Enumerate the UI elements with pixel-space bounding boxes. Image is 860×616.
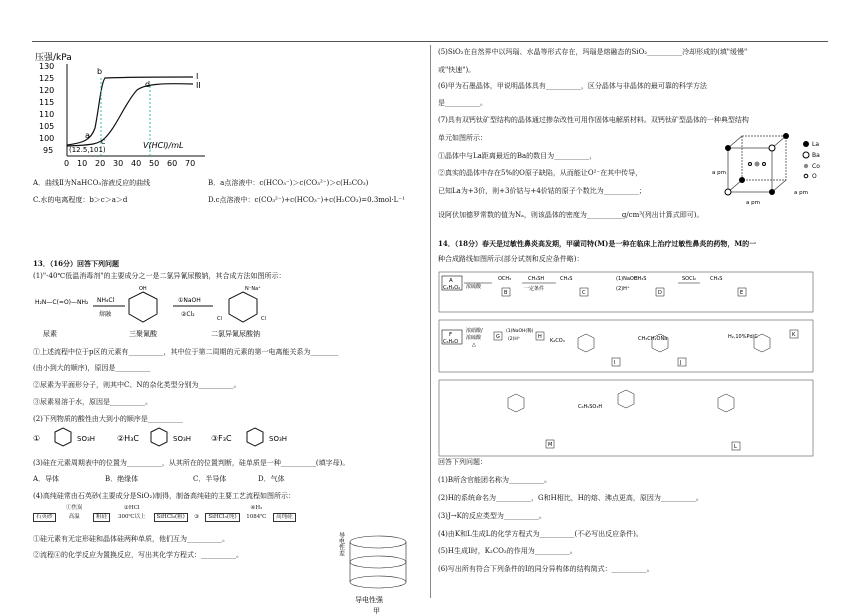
- box-M: M: [548, 442, 553, 448]
- y-tick: 120: [39, 86, 55, 95]
- x-tick: 60: [167, 159, 178, 168]
- legend-La: La: [812, 141, 820, 148]
- q14-a2: (2)H的系统命名为__________，G和H相比，H的熔、沸点更高，原因为__________。: [438, 494, 703, 502]
- x-tick: 0: [64, 159, 70, 168]
- y-tick: 95: [43, 146, 54, 155]
- x-tick: 50: [149, 159, 160, 168]
- svg-text:H₂N—C(=O)—NH₂: H₂N—C(=O)—NH₂: [35, 299, 89, 306]
- svg-text:SO₃H: SO₃H: [77, 435, 96, 443]
- svg-text:SO₃H: SO₃H: [269, 435, 288, 443]
- point-a: a: [85, 131, 90, 140]
- svg-text:①: ①: [33, 434, 41, 443]
- q13-line1: ①上述流程中位于p区的元素有__________，其中位于第二周期的元素的第一电离能关系为________: [33, 348, 339, 356]
- x-tick: 40: [131, 159, 142, 168]
- q13-opt-C: C．半导体: [193, 475, 227, 483]
- option-B: B．a点溶液中：c(HCO₃⁻)＞c(CO₃²⁻)＞c(H₂CO₃): [208, 179, 369, 187]
- graphite-label-poor: 导电性差: [337, 532, 345, 556]
- q13-opt-B: B．绝缘体: [105, 475, 139, 483]
- x-tick: 70: [185, 159, 196, 168]
- svg-text:SOCl₂: SOCl₂: [682, 276, 696, 282]
- svg-text:②H₃C: ②H₃C: [117, 434, 139, 443]
- svg-text:CH₃S: CH₃S: [634, 276, 647, 282]
- svg-text:a pm: a pm: [712, 170, 726, 176]
- silicon-flow: 石英砂 ①焦炭 高温 粗硅 ②HCl 300℃以上 SiHCl₃(粗) ③ SiHCl₃(纯) ④H₂ 1084℃ 高纯硅: [33, 504, 296, 522]
- svg-text:(1)NaOH(稀): (1)NaOH(稀): [506, 329, 534, 334]
- svg-text:NH₄Cl: NH₄Cl: [97, 297, 115, 304]
- svg-text:浓硫酸: 浓硫酸: [466, 335, 482, 341]
- q13-line5: (2)下列物质的酸性由大到小的顺序是__________: [33, 415, 183, 423]
- svg-text:OCH₃: OCH₃: [498, 276, 512, 282]
- point-d: d: [145, 80, 151, 89]
- svg-text:浓硝酸/: 浓硝酸/: [466, 328, 483, 334]
- r-line6: 单元如图所示：: [438, 134, 487, 142]
- point-b: b: [97, 67, 103, 76]
- perovskite-cell: [710, 130, 830, 212]
- graph-y-title: 压强/kPa: [35, 53, 72, 63]
- svg-text:H₂,10%Pd/C: H₂,10%Pd/C: [728, 334, 758, 340]
- legend-Co: Co: [812, 163, 820, 170]
- pressure-graph: [33, 48, 218, 168]
- q13-line4: ③尿素易溶于水，原因是__________。: [33, 398, 152, 406]
- svg-text:(1)NaOH: (1)NaOH: [616, 276, 638, 282]
- svg-text:CH₃CH₂ONa: CH₃CH₂ONa: [638, 336, 668, 342]
- svg-text:Cl: Cl: [261, 316, 266, 322]
- graphite-figure: [333, 524, 413, 616]
- y-tick: 115: [39, 98, 55, 107]
- option-D: D.c点溶液中：c(CO₃²⁻)+c(HCO₃⁻)+c(H₂CO₃)=0.3mol·L⁻¹: [208, 196, 405, 204]
- y-tick: 130: [39, 62, 55, 71]
- svg-text:CH₃S: CH₃S: [560, 276, 573, 282]
- q13-line9: ②流程④的化学反应为置换反应，写出其化学方程式：__________。: [33, 551, 243, 559]
- r-line4: 是__________。: [438, 99, 487, 107]
- graphite-label-jia: 甲: [373, 607, 380, 615]
- svg-text:Cl: Cl: [217, 316, 222, 322]
- q14-a5: (5)H生成I时，K₂CO₃的作用为__________。: [438, 547, 577, 555]
- q14-a4: (4)由K和L生成L的化学方程式为__________(不必写出反应条件)。: [438, 530, 643, 538]
- y-tick: 125: [39, 74, 55, 83]
- svg-text:CH₃SH: CH₃SH: [528, 276, 545, 282]
- r-line8: ②真实的晶体中存在5%的O原子缺陷，从而能让O²⁻在其中传导，: [438, 169, 643, 177]
- q13-line7: (4)高纯硅常由石英砂(主要成分是SiO₂)制得，制备高纯硅的主要工艺流程如图所示：: [33, 492, 295, 500]
- box-D: D: [658, 290, 662, 296]
- q14-a6: (6)写出所有符合下列条件的I的同分异构体的结构简式：__________。: [438, 565, 654, 573]
- box-C: C: [582, 290, 586, 296]
- curve-label-I: I: [196, 72, 199, 81]
- svg-text:OH: OH: [139, 286, 147, 292]
- q13-s1: (1)"-40℃低温消毒剂"的主要成分之一是二氯异氰尿酸钠，其合成方法如图所示：: [33, 272, 286, 280]
- column-divider: [430, 45, 431, 598]
- box-A: A: [449, 278, 453, 284]
- box-I: I: [614, 360, 616, 366]
- q13-opt-D: D．气体: [258, 475, 285, 483]
- y-tick: 110: [39, 110, 55, 119]
- svg-text:a pm: a pm: [794, 190, 808, 196]
- svg-text:a pm: a pm: [746, 200, 760, 206]
- r-line9: 已知La为+3价，则+3价钴与+4价钴的原子个数比为__________；: [438, 187, 646, 195]
- option-A: A．曲线Ⅱ为NaHCO₃溶液反应的曲线: [33, 179, 151, 187]
- header-rule: [32, 41, 828, 42]
- r-line1: (5)SiO₂在自然界中以玛瑙、水晶等形式存在，玛瑙是熔融态的SiO₂__________冷却形成的(填"缓慢": [438, 48, 748, 56]
- box-K: K: [792, 332, 796, 338]
- q13-line2: (由小到大的顺序)，原因是__________: [33, 364, 151, 372]
- r-line5: (7)具有双钙钛矿型结构的晶体通过掺杂改性可用作固体电解质材料。双钙钛矿型晶体的一种典型结构: [438, 116, 749, 124]
- q13-line3: ②尿素为平面形分子，则其中C、N的杂化类型分别为__________。: [33, 381, 241, 389]
- svg-text:K₂CO₃: K₂CO₃: [550, 338, 565, 344]
- r-line10: 设阿伏加德罗常数的值为Nₐ，则该晶体的密度为__________g/cm³(列出计算式即可)。: [438, 211, 704, 219]
- x-axis-title: V(HCl)/mL: [143, 141, 184, 150]
- curve-label-II: II: [196, 81, 201, 90]
- y-tick: 105: [39, 122, 55, 131]
- svg-text:浓硫酸: 浓硫酸: [466, 284, 482, 290]
- x-tick-labels: [64, 159, 195, 168]
- synthesis-route: [438, 268, 833, 458]
- box-E: E: [740, 290, 744, 296]
- r-line3: (6)甲为石墨晶体，甲说明晶体具有__________，区分晶体与非晶体的最可靠的科学方法: [438, 82, 707, 90]
- q14-a3: (3)J→K的反应类型为__________。: [438, 512, 546, 520]
- q13-line6: (3)硅在元素周期表中的位置为__________，从其所在的位置判断，硅单质是一种__________(填字母)。: [33, 459, 350, 467]
- r-line7: ①晶体中与La距离最近的Ba的数目为__________，: [438, 152, 597, 160]
- annotation-point: (12.5,101): [69, 146, 106, 154]
- x-tick: 20: [95, 159, 106, 168]
- q14-answers: 回答下列问题：: [438, 458, 487, 466]
- legend-O: O: [812, 173, 817, 180]
- x-tick: 10: [77, 159, 88, 168]
- legend-Ba: Ba: [812, 152, 820, 159]
- r-line2: 或"快速")。: [438, 66, 476, 74]
- q14-header: 14．（18分）春天是过敏性鼻炎高发期，甲磺司特(M)是一种在临床上治疗过敏性鼻炎的药物，M的一: [438, 239, 757, 248]
- synthesis-scheme: [33, 284, 333, 342]
- y-tick-labels: [39, 62, 54, 155]
- svg-text:SO₃H: SO₃H: [173, 435, 192, 443]
- svg-text:CH₃S: CH₃S: [710, 276, 723, 282]
- svg-text:△: △: [472, 342, 476, 348]
- svg-text:C₆H₅SO₃H: C₆H₅SO₃H: [578, 404, 603, 410]
- svg-text:①NaOH: ①NaOH: [178, 297, 201, 304]
- point-c: c: [101, 137, 106, 146]
- label-urea: 尿素: [43, 330, 57, 338]
- svg-text:N⁻Na⁺: N⁻Na⁺: [245, 286, 261, 292]
- svg-text:C₆H₆O: C₆H₆O: [443, 339, 459, 345]
- q13-opt-A: A．导体: [33, 475, 60, 483]
- svg-text:③F₃C: ③F₃C: [211, 434, 232, 443]
- svg-text:(2)H⁺: (2)H⁺: [616, 286, 630, 292]
- q14-a1: (1)B所含官能团名称为__________。: [438, 476, 552, 484]
- label-product: 二氯异氰尿酸钠: [211, 330, 260, 338]
- box-J: J: [680, 360, 682, 366]
- svg-text:②Cl₂: ②Cl₂: [181, 311, 195, 318]
- box-H: H: [538, 334, 542, 340]
- x-tick: 30: [113, 159, 124, 168]
- q13-line8: ①硅元素有无定形硅和晶体硅两种单质，他们互为__________。: [33, 535, 229, 543]
- box-F: F: [449, 332, 453, 338]
- box-B: B: [504, 290, 508, 296]
- svg-text:(2)H⁺: (2)H⁺: [508, 337, 521, 342]
- svg-text:熔融: 熔融: [99, 311, 112, 318]
- svg-text:一定条件: 一定条件: [524, 286, 545, 292]
- box-L: L: [734, 444, 737, 450]
- option-C: C.水的电离程度：b＞c＞a＞d: [33, 196, 128, 204]
- label-cyanuric-acid: 三聚氰酸: [129, 330, 157, 338]
- acid-structures: [33, 426, 333, 450]
- graphite-label-strong: 导电性强: [355, 596, 383, 604]
- q13-header: 13．（16分）回答下列问题: [33, 259, 119, 268]
- svg-text:C₂H₄O₂: C₂H₄O₂: [443, 285, 461, 291]
- q14-header2: 种合成路线如图所示(部分试剂和反应条件略)：: [438, 255, 584, 263]
- y-tick: 100: [39, 134, 55, 143]
- box-G: G: [496, 334, 500, 340]
